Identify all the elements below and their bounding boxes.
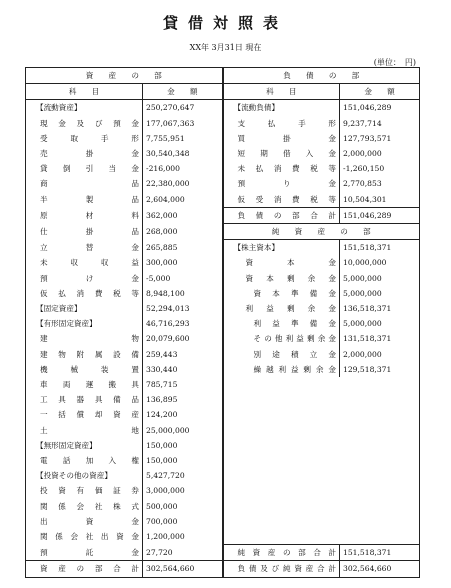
balance-row [26, 316, 420, 331]
asset-item-label: 商品 [40, 179, 139, 189]
liability-amount: 151,518,371 [340, 240, 420, 256]
asset-amount: 150,000 [143, 453, 223, 468]
balance-row [26, 377, 420, 392]
asset-amount: 268,000 [143, 224, 223, 240]
balance-row [26, 240, 420, 256]
liability-amount [340, 407, 420, 422]
liability-item-label: 短期借入金 [237, 149, 336, 159]
asset-item-label: 建物 [40, 334, 139, 344]
liability-item-label [223, 423, 340, 438]
asset-item-label: 【無形固定資産】 [36, 440, 97, 450]
liability-item-label [223, 438, 340, 453]
balance-row [26, 100, 420, 116]
liability-amount: 5,000,000 [340, 316, 420, 331]
asset-amount: 785,715 [143, 377, 223, 392]
asset-amount: 27,720 [143, 545, 223, 561]
assets-item-header: 科 目 [26, 84, 143, 100]
balance-row [26, 392, 420, 407]
asset-amount: 259,443 [143, 347, 223, 362]
asset-item-label: 【有形固定資産】 [36, 319, 97, 329]
balance-row [26, 438, 420, 453]
column-header-row [26, 84, 420, 100]
balance-row [26, 362, 420, 377]
asset-amount: 25,000,000 [143, 423, 223, 438]
balance-row [26, 499, 420, 514]
balance-row [26, 545, 420, 561]
liability-amount [340, 453, 420, 468]
asset-amount: 8,948,100 [143, 286, 223, 301]
liability-item-label: 支払手形 [237, 118, 336, 128]
asset-amount: 500,000 [143, 499, 223, 514]
liability-amount: 2,000,000 [340, 347, 420, 362]
balance-row [26, 161, 420, 176]
asset-item-label: 半製品 [40, 194, 139, 204]
asset-item-label: 資産の部合計 [26, 561, 143, 577]
liability-item-label: 利益準備金 [253, 319, 336, 329]
liability-amount [340, 438, 420, 453]
asset-amount: 20,079,600 [143, 331, 223, 346]
asset-item-label: 預け金 [40, 273, 139, 283]
asset-item-label: 土地 [40, 425, 139, 435]
asset-item-label: 工具器具備品 [40, 395, 139, 405]
asset-amount: 5,427,720 [143, 468, 223, 483]
asset-item-label: 機械装置 [40, 364, 139, 374]
asset-item-label: 一括償却資産 [40, 410, 139, 420]
liability-item-label: 未払消費税等 [237, 164, 336, 174]
asset-item-label: 仕掛品 [40, 227, 139, 237]
liability-item-label: 資本剰余金 [245, 273, 336, 283]
asset-amount: 2,604,000 [143, 192, 223, 208]
liability-item-label: 別途積立金 [253, 349, 336, 359]
balance-row [26, 192, 420, 208]
liability-amount: 10,000,000 [340, 255, 420, 270]
liability-item-label [223, 529, 340, 545]
unit-note: (単位： 円) [373, 58, 416, 67]
asset-item-label: 未収収益 [40, 258, 139, 268]
liability-amount: 9,237,714 [340, 116, 420, 131]
asset-amount: 250,270,647 [143, 100, 223, 116]
liability-item-label: 預り金 [237, 179, 336, 189]
asset-amount: 330,440 [143, 362, 223, 377]
balance-row [26, 423, 420, 438]
balance-row [26, 116, 420, 131]
liability-item-label: 資本準備金 [253, 288, 336, 298]
liability-item-label: 利益剰余金 [245, 304, 336, 314]
balance-row [26, 207, 420, 223]
balance-sheet-table [25, 67, 420, 578]
liability-item-label [223, 453, 340, 468]
liability-item-label: 買掛金 [237, 133, 336, 143]
liability-item-label: その他利益剰余金 [253, 334, 336, 344]
page-title: 貸借対照表 [162, 14, 288, 32]
liability-item-label: 資本金 [245, 258, 336, 268]
asset-amount: 124,200 [143, 407, 223, 422]
liabilities-item-header: 科 目 [223, 84, 340, 100]
asset-item-label: 原材料 [40, 210, 139, 220]
asset-item-label: 立替金 [40, 242, 139, 252]
asset-item-label: 電話加入権 [40, 456, 139, 466]
assets-amount-header: 金 額 [143, 84, 223, 100]
asset-amount: 136,895 [143, 392, 223, 407]
liability-amount [340, 529, 420, 545]
asset-amount: 700,000 [143, 514, 223, 529]
asset-item-label: 【投資その他の資産】 [36, 471, 112, 481]
liability-amount: 131,518,371 [340, 331, 420, 346]
asset-item-label: 売掛金 [40, 149, 139, 159]
asset-amount: 265,885 [143, 240, 223, 256]
liability-item-label: 仮受消費税等 [237, 194, 336, 204]
asset-amount: 46,716,293 [143, 316, 223, 331]
liability-amount: 129,518,371 [340, 362, 420, 377]
net-assets-section-header: 純 資 産 の 部 [223, 224, 420, 240]
balance-row [26, 529, 420, 545]
liability-amount: 302,564,660 [340, 561, 420, 577]
liability-amount [340, 392, 420, 407]
balance-row [26, 146, 420, 161]
asset-item-label: 建物附属設備 [40, 349, 139, 359]
balance-row [26, 347, 420, 362]
asset-amount: 52,294,013 [143, 301, 223, 316]
asset-amount: 1,200,000 [143, 529, 223, 545]
liability-item-label: 負債の部合計 [223, 207, 340, 223]
liability-amount [340, 377, 420, 392]
asset-amount: 302,564,660 [143, 561, 223, 577]
balance-row [26, 176, 420, 191]
liability-amount: 151,046,289 [340, 207, 420, 223]
liability-amount: 136,518,371 [340, 301, 420, 316]
balance-row [26, 271, 420, 286]
liabilities-amount-header: 金 額 [340, 84, 420, 100]
liability-amount [340, 499, 420, 514]
asset-amount: 177,067,363 [143, 116, 223, 131]
liability-item-label [223, 407, 340, 422]
liability-item-label [223, 468, 340, 483]
liability-amount: 5,000,000 [340, 271, 420, 286]
report-date: XX年 3月31日 現在 [189, 43, 262, 52]
asset-item-label: 車両運搬具 [40, 380, 139, 390]
liability-item-label: 負債及び純資産合計 [223, 561, 340, 577]
asset-amount: 300,000 [143, 255, 223, 270]
balance-row [26, 514, 420, 529]
asset-amount: 22,380,000 [143, 176, 223, 191]
asset-item-label: 【固定資産】 [36, 304, 82, 314]
balance-row [26, 468, 420, 483]
liability-amount [340, 514, 420, 529]
balance-row [26, 255, 420, 270]
balance-row [26, 224, 420, 240]
liability-amount: 2,000,000 [340, 146, 420, 161]
asset-item-label: 【流動資産】 [36, 103, 82, 113]
asset-amount: -5,000 [143, 271, 223, 286]
balance-row [26, 483, 420, 498]
liability-amount: 127,793,571 [340, 131, 420, 146]
liability-amount: 151,046,289 [340, 100, 420, 116]
liability-amount [340, 468, 420, 483]
liabilities-section-header: 負 債 の 部 [223, 68, 420, 84]
liability-item-label [223, 392, 340, 407]
liability-amount: -1,260,150 [340, 161, 420, 176]
assets-section-header: 資 産 の 部 [26, 68, 223, 84]
balance-row [26, 453, 420, 468]
liability-amount [340, 483, 420, 498]
asset-amount: 3,000,000 [143, 483, 223, 498]
asset-item-label: 受取手形 [40, 133, 139, 143]
asset-item-label: 現金及び預金 [40, 118, 139, 128]
asset-amount: 150,000 [143, 438, 223, 453]
liability-amount: 10,504,301 [340, 192, 420, 208]
liability-item-label [223, 377, 340, 392]
asset-amount: 362,000 [143, 207, 223, 223]
section-header-row [26, 68, 420, 84]
balance-row [26, 301, 420, 316]
asset-item-label: 関係会社出資金 [40, 532, 139, 542]
asset-amount: 30,540,348 [143, 146, 223, 161]
balance-row [26, 331, 420, 346]
asset-item-label: 仮払消費税等 [40, 288, 139, 298]
balance-row [26, 286, 420, 301]
liability-item-label: 繰越利益剰余金 [253, 364, 336, 374]
liability-item-label [223, 514, 340, 529]
asset-item-label: 関係会社株式 [40, 501, 139, 511]
balance-row [26, 407, 420, 422]
liability-amount: 5,000,000 [340, 286, 420, 301]
asset-amount: 7,755,951 [143, 131, 223, 146]
balance-row [26, 561, 420, 577]
liability-amount [340, 423, 420, 438]
liability-amount: 151,518,371 [340, 545, 420, 561]
asset-item-label: 投資有価証券 [40, 486, 139, 496]
liability-item-label: 【流動負債】 [233, 103, 280, 113]
asset-amount: -216,000 [143, 161, 223, 176]
balance-row [26, 131, 420, 146]
asset-item-label: 預託金 [40, 548, 139, 558]
liability-item-label [223, 483, 340, 498]
liability-item-label: 【株主資本】 [223, 240, 340, 256]
asset-item-label: 出資金 [40, 516, 139, 526]
liability-item-label: 純資産の部合計 [223, 545, 340, 561]
asset-item-label: 貸倒引当金 [40, 164, 139, 174]
liability-amount: 2,770,853 [340, 176, 420, 191]
liability-item-label [223, 499, 340, 514]
